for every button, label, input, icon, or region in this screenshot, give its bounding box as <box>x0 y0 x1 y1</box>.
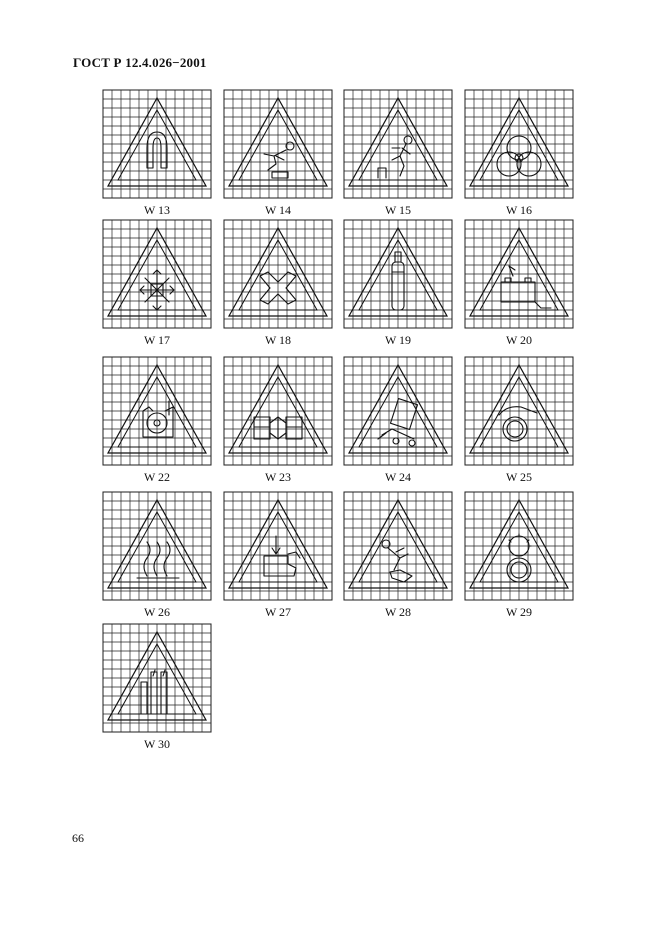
sign-code: W 28 <box>384 605 412 619</box>
sign-code: W 23 <box>264 470 292 484</box>
warning-sign <box>224 357 332 484</box>
warning-sign <box>224 90 332 217</box>
slippery-surface-icon <box>344 492 452 600</box>
pinch-rollers-icon <box>465 357 573 465</box>
biohazard-icon <box>465 90 573 198</box>
warning-sign <box>465 220 573 347</box>
warning-sign <box>103 357 211 484</box>
crushing-hazard-icon <box>224 357 332 465</box>
warning-sign <box>465 90 573 217</box>
warning-sign <box>344 357 452 484</box>
warning-sign <box>344 492 452 619</box>
warning-sign <box>224 220 332 347</box>
sign-code: W 24 <box>384 470 412 484</box>
sign-code: W 29 <box>505 605 533 619</box>
document-header: ГОСТ Р 12.4.026−2001 <box>73 55 207 70</box>
sign-code: W 22 <box>143 470 171 484</box>
warning-sign <box>103 492 211 619</box>
hand-crush-icon <box>224 492 332 600</box>
warning-sign <box>465 357 573 484</box>
sign-code: W 26 <box>143 605 171 619</box>
warning-sign <box>103 90 211 217</box>
low-ceiling-icon <box>103 624 211 732</box>
sign-code: W 14 <box>264 203 292 217</box>
sign-code: W 16 <box>505 203 533 217</box>
page-number: 66 <box>72 831 84 845</box>
warning-sign <box>465 492 573 619</box>
gas-cylinder-icon <box>344 220 452 328</box>
warning-sign <box>103 624 211 751</box>
sign-code: W 30 <box>143 737 171 751</box>
falling-step-icon <box>344 90 452 198</box>
sign-code: W 25 <box>505 470 533 484</box>
sign-code: W 20 <box>505 333 533 347</box>
obstacle-trip-icon <box>224 90 332 198</box>
sign-code: W 27 <box>264 605 292 619</box>
harmful-irritant-icon <box>224 220 332 328</box>
sign-code: W 17 <box>143 333 171 347</box>
warning-sign <box>224 492 332 619</box>
battery-icon <box>465 220 573 328</box>
sign-code: W 13 <box>143 203 171 217</box>
warning-sign <box>103 220 211 347</box>
saw-blade-icon <box>103 357 211 465</box>
tipping-cart-icon <box>344 357 452 465</box>
warning-sign <box>344 90 452 217</box>
gear-entanglement-icon <box>465 492 573 600</box>
low-temperature-icon <box>103 220 211 328</box>
magnet-icon <box>103 90 211 198</box>
sign-code: W 19 <box>384 333 412 347</box>
hot-surface-icon <box>103 492 211 600</box>
warning-sign <box>344 220 452 347</box>
sign-code: W 18 <box>264 333 292 347</box>
sign-code: W 15 <box>384 203 412 217</box>
